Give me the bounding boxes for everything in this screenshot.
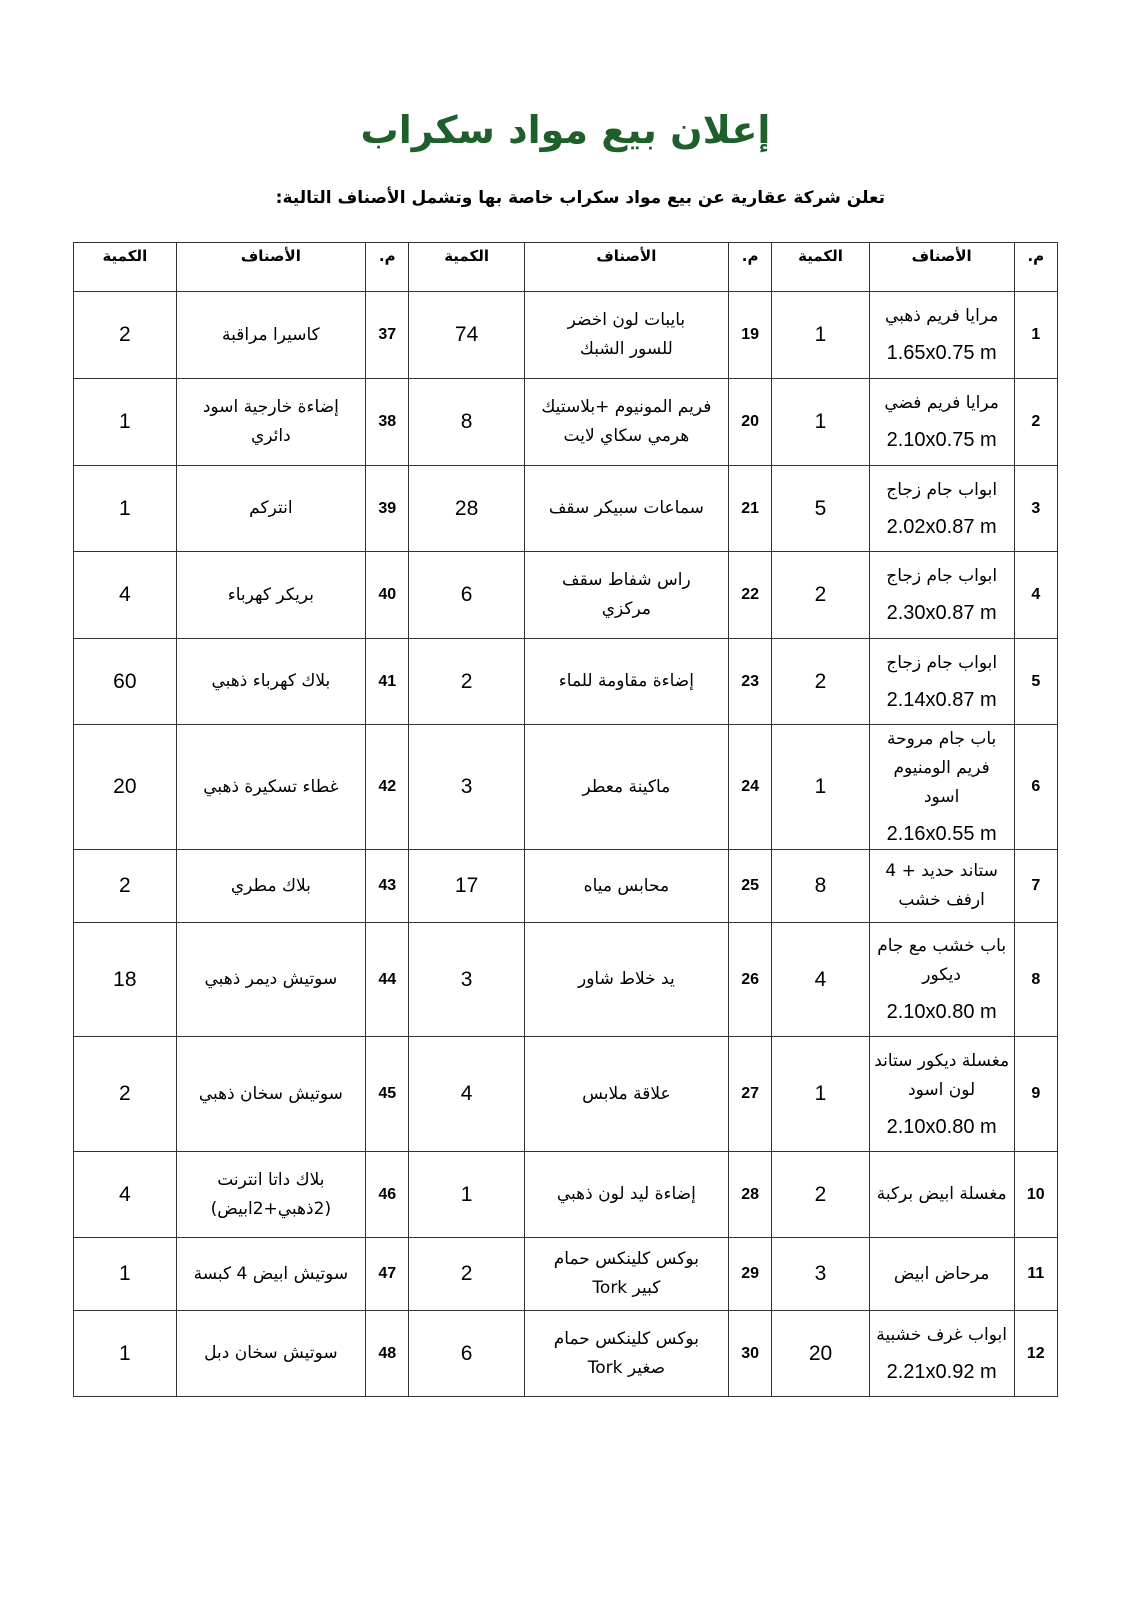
item-description-line: إضاءة مقاومة للماء [558,671,694,691]
item-description [524,292,728,379]
item-description-line: باب جام مروحة [887,729,997,749]
item-number: 23 [728,639,771,725]
item-number: 11 [1014,1238,1057,1311]
item-description [176,725,365,850]
item-quantity: 60 [74,639,177,725]
item-number: 45 [366,1037,409,1152]
item-description [524,1037,728,1152]
item-description [524,1311,728,1397]
item-quantity: 3 [772,1238,869,1311]
item-quantity: 3 [409,725,524,850]
item-number: 3 [1014,466,1057,552]
header-num: م. [1014,243,1057,292]
item-description [869,725,1014,850]
item-quantity: 8 [772,850,869,923]
item-number: 5 [1014,639,1057,725]
item-quantity: 28 [409,466,524,552]
header-qty: الكمية [409,243,524,292]
item-description [869,292,1014,379]
item-number: 21 [728,466,771,552]
item-description-line: سوتيش سخان ذهبي [198,1083,343,1104]
item-number: 25 [728,850,771,923]
item-description-line: غطاء تسكيرة ذهبي [203,776,339,797]
item-dimensions: 2.10x0.80 m [886,1115,997,1138]
header-item: الأصناف [176,243,365,292]
item-quantity: 4 [74,1152,177,1238]
item-description-line: صغير Tork [587,1357,666,1378]
item-description [869,379,1014,466]
item-number: 19 [728,292,771,379]
item-description-line: بريكر كهرباء [227,584,314,605]
page-title: إعلان بيع مواد سكراب [360,108,771,152]
item-description [524,1152,728,1238]
item-description-line: سوتيش ابيض 4 كبسة [193,1263,349,1284]
item-quantity: 2 [772,639,869,725]
item-description-line: بوكس كلينكس حمام [553,1249,699,1269]
item-description-line: كبير Tork [592,1278,661,1298]
item-quantity: 6 [409,1311,524,1397]
item-description-line: ارفف خشب [898,890,985,910]
item-description-line: مرايا فريم فضي [884,393,999,413]
item-description-line: بايبات لون اخضر [567,310,686,330]
item-quantity: 1 [772,292,869,379]
header-num: م. [728,243,771,292]
item-description-line: هرمي سكاي لايت [563,426,690,446]
item-description-line: فريم الومنيوم اسود [893,758,990,807]
item-description-line: بوكس كلينكس حمام [553,1328,699,1349]
item-number: 28 [728,1152,771,1238]
item-description-line: ماكينة معطر [582,776,671,797]
item-description-line: دائري [251,426,291,446]
item-description-line: سوتيش سخان دبل [204,1343,338,1363]
item-number: 46 [366,1152,409,1238]
item-quantity: 1 [409,1152,524,1238]
item-description [524,923,728,1037]
item-description-line: إضاءة ليد لون ذهبي [556,1184,696,1204]
item-description-line: إضاءة خارجية اسود [202,397,339,417]
item-description [176,850,365,923]
item-number: 22 [728,552,771,639]
item-description-line: سماعات سبيكر سقف [548,498,704,518]
item-description [176,1311,365,1397]
item-quantity: 1 [74,379,177,466]
item-number: 24 [728,725,771,850]
item-description-line: علاقة ملابس [582,1083,671,1104]
item-number: 42 [366,725,409,850]
item-description-line: انتركم [249,498,293,518]
item-number: 40 [366,552,409,639]
item-quantity: 1 [772,379,869,466]
item-dimensions: 2.10x0.75 m [886,429,997,451]
item-quantity: 4 [772,923,869,1037]
item-description-line: ستاند حديد + 4 [885,861,998,881]
item-description-line: باب خشب مع جام [877,936,1007,956]
header-qty: الكمية [772,243,869,292]
table-row [74,292,1058,379]
item-description [524,850,728,923]
item-description-line: مرحاض ابيض [893,1263,990,1284]
item-number: 39 [366,466,409,552]
table-row [74,466,1058,552]
item-quantity: 2 [772,552,869,639]
item-number: 41 [366,639,409,725]
item-number: 10 [1014,1152,1057,1238]
item-dimensions: 2.02x0.87 m [886,515,997,538]
item-description [869,639,1014,725]
item-description-line: مغسلة ابيض بركبة [876,1184,1007,1204]
item-number: 4 [1014,552,1057,639]
items-table [73,242,1058,1397]
item-description [869,1311,1014,1397]
item-number: 1 [1014,292,1057,379]
item-number: 27 [728,1037,771,1152]
item-quantity: 4 [74,552,177,639]
item-quantity: 4 [409,1037,524,1152]
item-number: 29 [728,1238,771,1311]
item-description-line: (2ذهبي+2ابيض) [210,1198,332,1219]
item-quantity: 20 [74,725,177,850]
item-number: 12 [1014,1311,1057,1397]
item-quantity: 2 [409,1238,524,1311]
item-quantity: 1 [772,725,869,850]
item-description [524,379,728,466]
item-description-line: سوتيش ديمر ذهبي [204,969,338,989]
item-quantity: 2 [74,1037,177,1152]
item-quantity: 1 [74,1238,177,1311]
item-description-line: بلاك مطري [230,875,311,896]
item-description-line: ديكور [922,965,961,985]
item-description [176,639,365,725]
item-description-line: لون اسود [908,1079,976,1100]
item-description [176,552,365,639]
item-number: 7 [1014,850,1057,923]
item-quantity: 5 [772,466,869,552]
item-description [176,292,365,379]
item-description [869,923,1014,1037]
item-description [869,850,1014,923]
table-row [74,639,1058,725]
item-number: 37 [366,292,409,379]
item-quantity: 2 [409,639,524,725]
item-number: 44 [366,923,409,1037]
table-row [74,1238,1058,1311]
item-description-line: راس شفاط سقف [562,570,691,590]
item-quantity: 3 [409,923,524,1037]
item-dimensions: 2.30x0.87 m [886,602,997,624]
item-number: 47 [366,1238,409,1311]
item-quantity: 1 [74,466,177,552]
item-description [869,1238,1014,1311]
item-description-line: بلاك كهرباء ذهبي [211,671,331,691]
item-dimensions: 2.21x0.92 m [886,1360,997,1383]
item-description-line: مرايا فريم ذهبي [884,306,999,326]
item-quantity: 2 [74,292,177,379]
item-quantity: 1 [772,1037,869,1152]
table-row [74,552,1058,639]
item-description [176,466,365,552]
item-number: 9 [1014,1037,1057,1152]
item-description-line: ابواب جام زجاج [886,652,998,673]
item-description [524,552,728,639]
header-item: الأصناف [524,243,728,292]
item-description [524,466,728,552]
item-number: 20 [728,379,771,466]
item-quantity: 8 [409,379,524,466]
item-quantity: 18 [74,923,177,1037]
item-description-line: بلاك داتا انترنت [217,1169,325,1190]
intro-text: تعلن شركة عقارية عن بيع مواد سكراب خاصة بها وتشمل الأصناف التالية: [275,188,885,208]
header-qty: الكمية [74,243,177,292]
item-dimensions: 2.16x0.55 m [886,823,997,845]
table-row [74,379,1058,466]
item-description [869,466,1014,552]
table-row [74,850,1058,923]
table-row [74,1311,1058,1397]
item-description-line: كاسيرا مراقبة [222,324,320,345]
item-description [524,639,728,725]
item-description-line: للسور الشبك [579,339,673,359]
item-number: 26 [728,923,771,1037]
table-header-row [74,243,1058,292]
item-quantity: 2 [74,850,177,923]
item-number: 30 [728,1311,771,1397]
item-description [176,379,365,466]
item-number: 48 [366,1311,409,1397]
item-quantity: 6 [409,552,524,639]
item-description [869,1152,1014,1238]
item-quantity: 17 [409,850,524,923]
item-dimensions: 2.14x0.87 m [886,688,997,711]
item-number: 8 [1014,923,1057,1037]
item-dimensions: 1.65x0.75 m [886,342,997,364]
item-quantity: 1 [74,1311,177,1397]
item-quantity: 2 [772,1152,869,1238]
table-row [74,923,1058,1037]
item-description [176,923,365,1037]
item-description-line: مغسلة ديكور ستاند [874,1050,1010,1071]
item-description [176,1238,365,1311]
table-row [74,1152,1058,1238]
item-dimensions: 2.10x0.80 m [886,1001,997,1023]
item-description [524,725,728,850]
item-description-line: ابواب جام زجاج [886,566,998,586]
item-description [176,1152,365,1238]
item-description [869,1037,1014,1152]
item-description [869,552,1014,639]
table-row [74,1037,1058,1152]
item-number: 6 [1014,725,1057,850]
item-description-line: يد خلاط شاور [578,969,675,989]
item-description-line: فريم المونيوم +بلاستيك [541,397,712,417]
item-description-line: محابس مياه [583,875,670,896]
item-quantity: 74 [409,292,524,379]
item-description-line: ابواب جام زجاج [886,479,998,500]
table-row [74,725,1058,850]
item-number: 43 [366,850,409,923]
item-description-line: ابواب غرف خشبية [876,1324,1007,1345]
item-description-line: مركزي [601,599,651,619]
item-description [524,1238,728,1311]
header-num: م. [366,243,409,292]
header-item: الأصناف [869,243,1014,292]
item-number: 38 [366,379,409,466]
item-description [176,1037,365,1152]
item-quantity: 20 [772,1311,869,1397]
item-number: 2 [1014,379,1057,466]
